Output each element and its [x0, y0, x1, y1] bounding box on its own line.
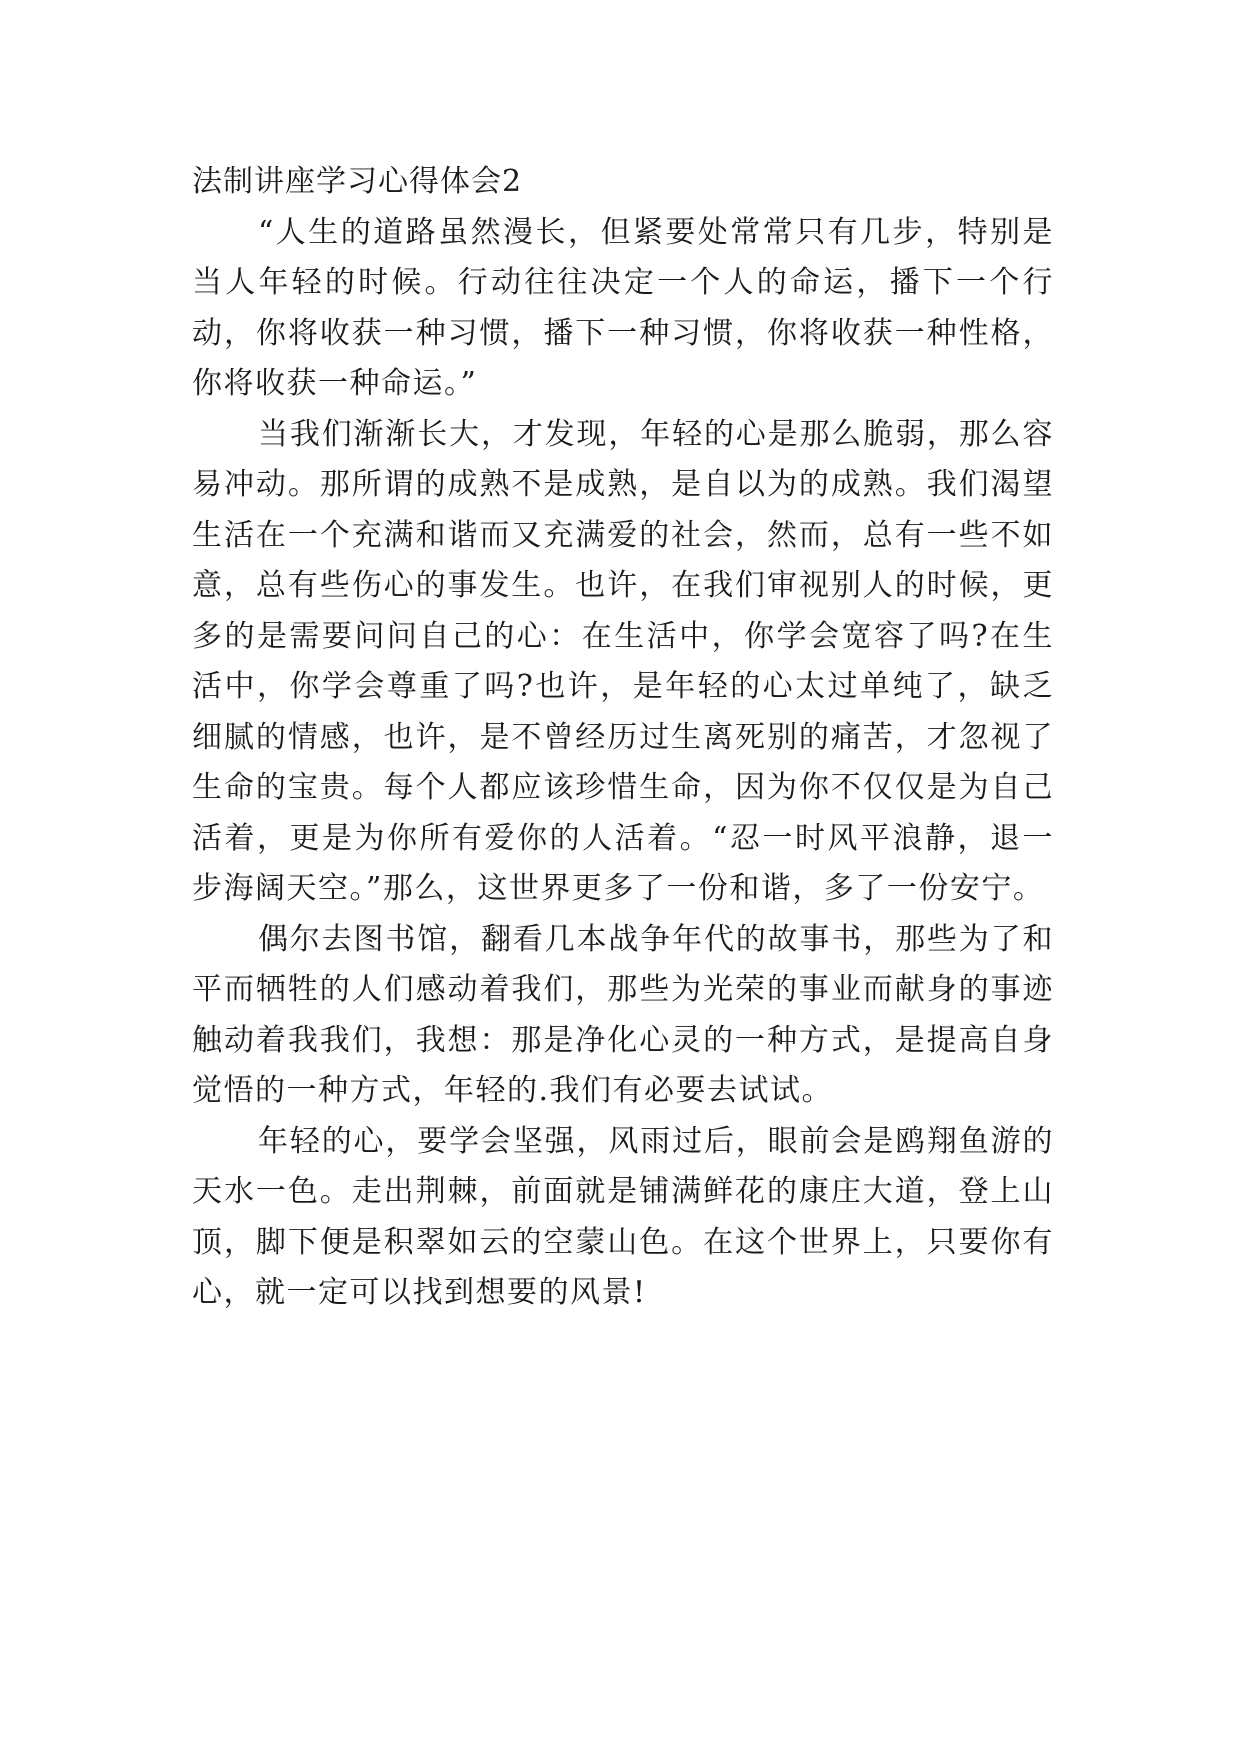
paragraph-young-heart: 年轻的心，要学会坚强，风雨过后，眼前会是鸥翔鱼游的天水一色。走出荆棘，前面就是铺满鲜花的康庄大道，登上山顶，脚下便是积翠如云的空蒙山色。在这个世界上，只要你有心，就一定可以找到想要的风景! — [192, 1123, 1054, 1310]
document-body — [192, 157, 1054, 1319]
paragraph-quote: “人生的道路虽然漫长，但紧要处常常只有几步，特别是当人年轻的时候。行动往往决定一个人的命运，播下一个行动，你将收获一种习惯，播下一种习惯，你将收获一种性格，你将收获一种命运。” — [192, 214, 1054, 401]
paragraph-growing-up: 当我们渐渐长大，才发现，年轻的心是那么脆弱，那么容易冲动。那所谓的成熟不是成熟，是自以为的成熟。我们渴望生活在一个充满和谐而又充满爱的社会，然而，总有一些不如意，总有些伤心的事发生。也许，在我们审视别人的时候，更多的是需要问问自己的心：在生活中，你学会宽容了吗?在生活中，你学会尊重了吗?也许，是年轻的心太过单纯了，缺乏细腻的情感，也许，是不曾经历过生离死别的痛苦，才忽视了生命的宝贵。每个人都应该珍惜生命，因为你不仅仅是为自己活着，更是为你所有爱你的人活着。“忍一时风平浪静，退一步海阔天空。”那么，这世界更多了一份和谐，多了一份安宁。 — [192, 416, 1054, 906]
document-title: 法制讲座学习心得体会2 — [192, 164, 523, 199]
paragraph-library: 偶尔去图书馆，翻看几本战争年代的故事书，那些为了和平而牺牲的人们感动着我们，那些为光荣的事业而献身的事迹触动着我我们，我想：那是净化心灵的一种方式，是提高自身觉悟的一种方式，年轻的.我们有必要去试试。 — [192, 921, 1054, 1108]
